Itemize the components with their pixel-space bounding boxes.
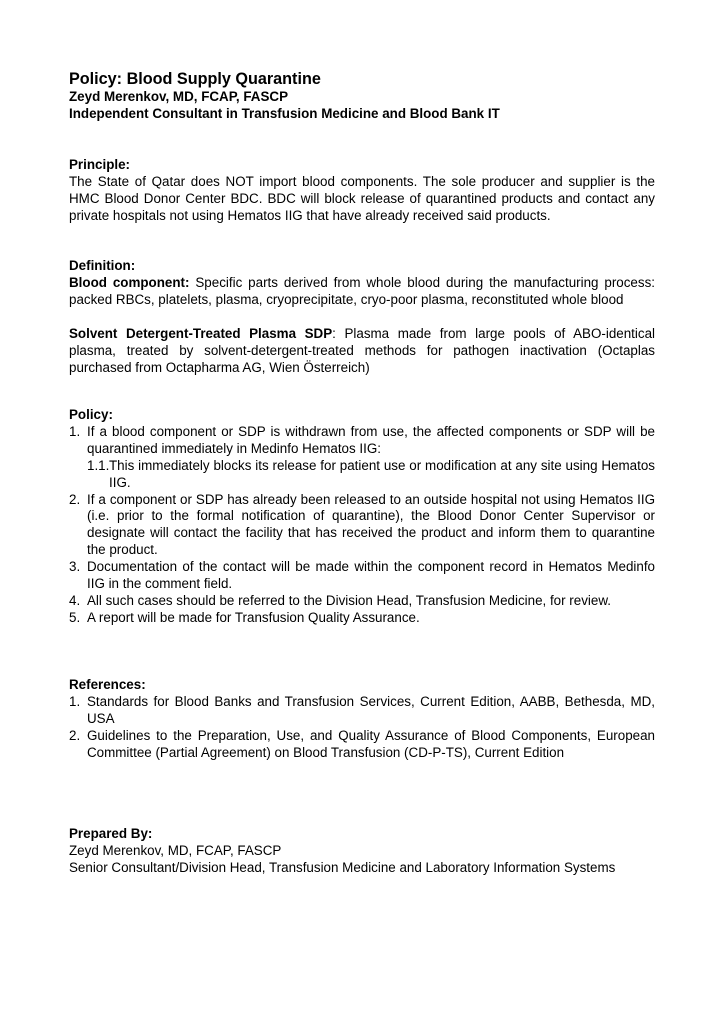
preparer-title: Senior Consultant/Division Head, Transfusion Medicine and Laboratory Information Systems bbox=[69, 859, 616, 875]
author-name: Zeyd Merenkov, MD, FCAP, FASCP bbox=[69, 89, 289, 104]
policy-heading: Policy: bbox=[69, 407, 113, 422]
prepared-by-section bbox=[69, 826, 655, 877]
definition-text: Specific parts derived from whole blood during the manufacturing process: packed RBCs, platelets, plasma, cryoprecipitate, cryo-poor plasma, reconstituted whole blood bbox=[69, 274, 655, 307]
author-affiliation: Independent Consultant in Transfusion Medicine and Blood Bank IT bbox=[69, 105, 500, 121]
preparer-name: Zeyd Merenkov, MD, FCAP, FASCP bbox=[69, 842, 282, 858]
prepared-by-heading: Prepared By: bbox=[69, 826, 153, 841]
definition-text: : Plasma made from large pools of ABO-identical plasma, treated by solvent-detergent-treated methods for pathogen inactivation (Octaplas purchased from Octapharma AG, Wien Österreich) bbox=[69, 325, 655, 375]
principle-section bbox=[69, 157, 655, 225]
list-subitem: 1.1. This immediately blocks its release for patient use or modification at any site using Hematos IIG. bbox=[87, 457, 655, 490]
list-item: 2. Guidelines to the Preparation, Use, and Quality Assurance of Blood Components, European Committee (Partial Agreement) on Blood Transfusion (CD-P-TS), Current Edition bbox=[69, 727, 655, 760]
definition-section bbox=[69, 258, 655, 376]
list-item: 1. Standards for Blood Banks and Transfusion Services, Current Edition, AABB, Bethesda, MD, USA bbox=[69, 693, 655, 726]
document-header bbox=[69, 70, 655, 123]
definition-term: Solvent Detergent-Treated Plasma SDP bbox=[69, 325, 333, 341]
list-item: 1. If a blood component or SDP is withdrawn from use, the affected components or SDP will be quarantined immediately in Medinfo Hematos IIG: bbox=[69, 423, 655, 456]
list-item: 2. If a component or SDP has already been released to an outside hospital not using Hematos IIG (i.e. prior to the formal notification of quarantine), the Blood Donor Center Supervisor or designate will contact the facility that has received the product and inform them to quarantine the product. bbox=[69, 491, 655, 558]
definition-heading: Definition: bbox=[69, 258, 136, 273]
references-section bbox=[69, 677, 655, 762]
list-item: 3. Documentation of the contact will be made within the component record in Hematos Medinfo IIG in the comment field. bbox=[69, 559, 655, 592]
principle-text: The State of Qatar does NOT import blood components. The sole producer and supplier is the HMC Blood Donor Center BDC. BDC will block release of quarantined products and contact any private hospitals not using Hematos IIG that have already received said products. bbox=[69, 173, 655, 223]
definition-term: Blood component: bbox=[69, 274, 190, 290]
page-title: Policy: Blood Supply Quarantine bbox=[69, 70, 321, 88]
references-heading: References: bbox=[69, 677, 146, 692]
principle-heading: Principle: bbox=[69, 157, 131, 172]
definition-sdp bbox=[69, 326, 655, 377]
list-item: 4. All such cases should be referred to the Division Head, Transfusion Medicine, for review. bbox=[69, 592, 611, 608]
list-item: 5. A report will be made for Transfusion Quality Assurance. bbox=[69, 609, 420, 625]
definition-blood-component bbox=[69, 275, 655, 309]
policy-section bbox=[69, 407, 655, 627]
references-list bbox=[69, 694, 655, 762]
policy-list bbox=[69, 424, 655, 627]
